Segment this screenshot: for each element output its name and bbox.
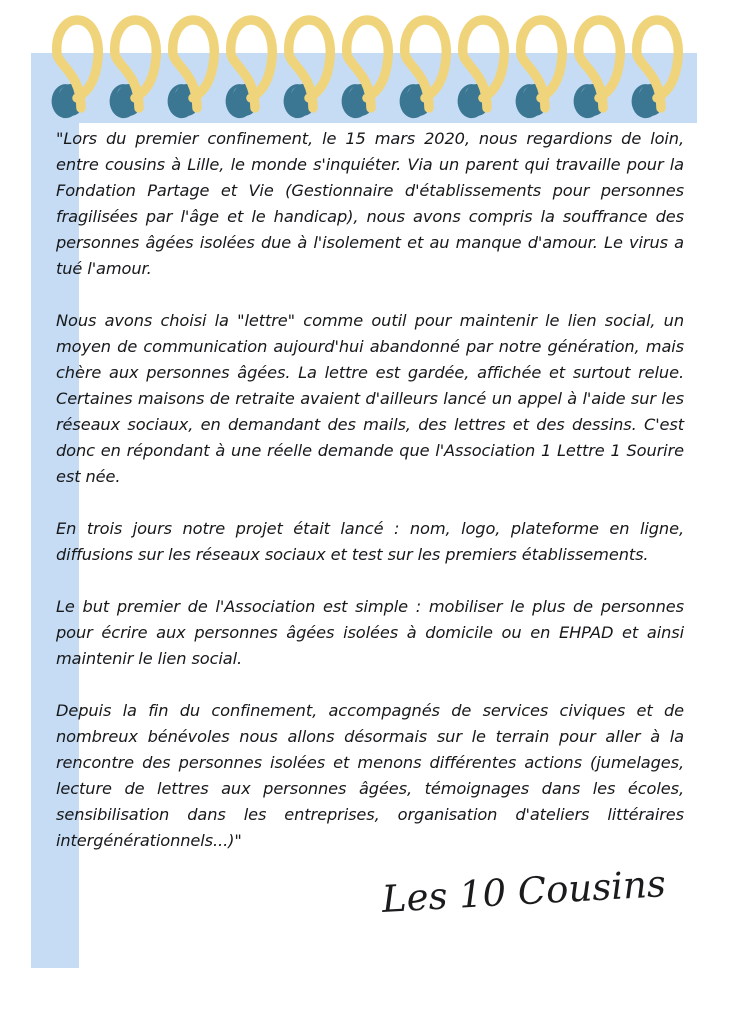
letter-paragraph-5: Depuis la fin du confinement, accompagnés de services civiques et de nombreux bénévoles nous allons désormais sur le terrain pour aller à la rencontre des personnes isolées et menons différentes actions (jumelages, lecture de lettres aux personnes âgées, témoignages dans les écoles, sensibilisation dans les entreprises, organisation d'ateliers littéraires intergénérationnels...)"	[56, 701, 684, 850]
letter-paragraph-1: "Lors du premier confinement, le 15 mars 2020, nous regardions de loin, entre cousins à Lille, le monde s'inquiéter. Via un parent qui travaille pour la Fondation Partage et Vie (Gestionnaire d'établissements pour personnes fragilisées par l'âge et le handicap), nous avons compris la souffrance des personnes âgées isolées due à l'isolement et au manque d'amour. Le virus a tué l'amour.	[56, 129, 684, 278]
letter-paragraph-4: Le but premier de l'Association est simple : mobiliser le plus de personnes pour écrire aux personnes âgées isolées à domicile ou en EHPAD et ainsi maintenir le lien social.	[56, 597, 684, 668]
letter-paragraph-3: En trois jours notre projet était lancé : nom, logo, plateforme en ligne, diffusions sur les réseaux sociaux et test sur les premiers établissements.	[56, 519, 684, 564]
letter-paragraph-2: Nous avons choisi la "lettre" comme outil pour maintenir le lien social, un moyen de communication aujourd'hui abandonné par notre génération, mais chère aux personnes âgées. La lettre est gardée, affichée et surtout relue. Certaines maisons de retraite avaient d'ailleurs lancé un appel à l'aide sur les réseaux sociaux, en demandant des mails, des lettres et des dessins. C'est donc en répondant à une réelle demande que l'Association 1 Lettre 1 Sourire est née.	[56, 311, 684, 486]
handwritten-signature: Les 10 Cousins	[380, 862, 667, 921]
letter-text-body	[56, 126, 684, 854]
